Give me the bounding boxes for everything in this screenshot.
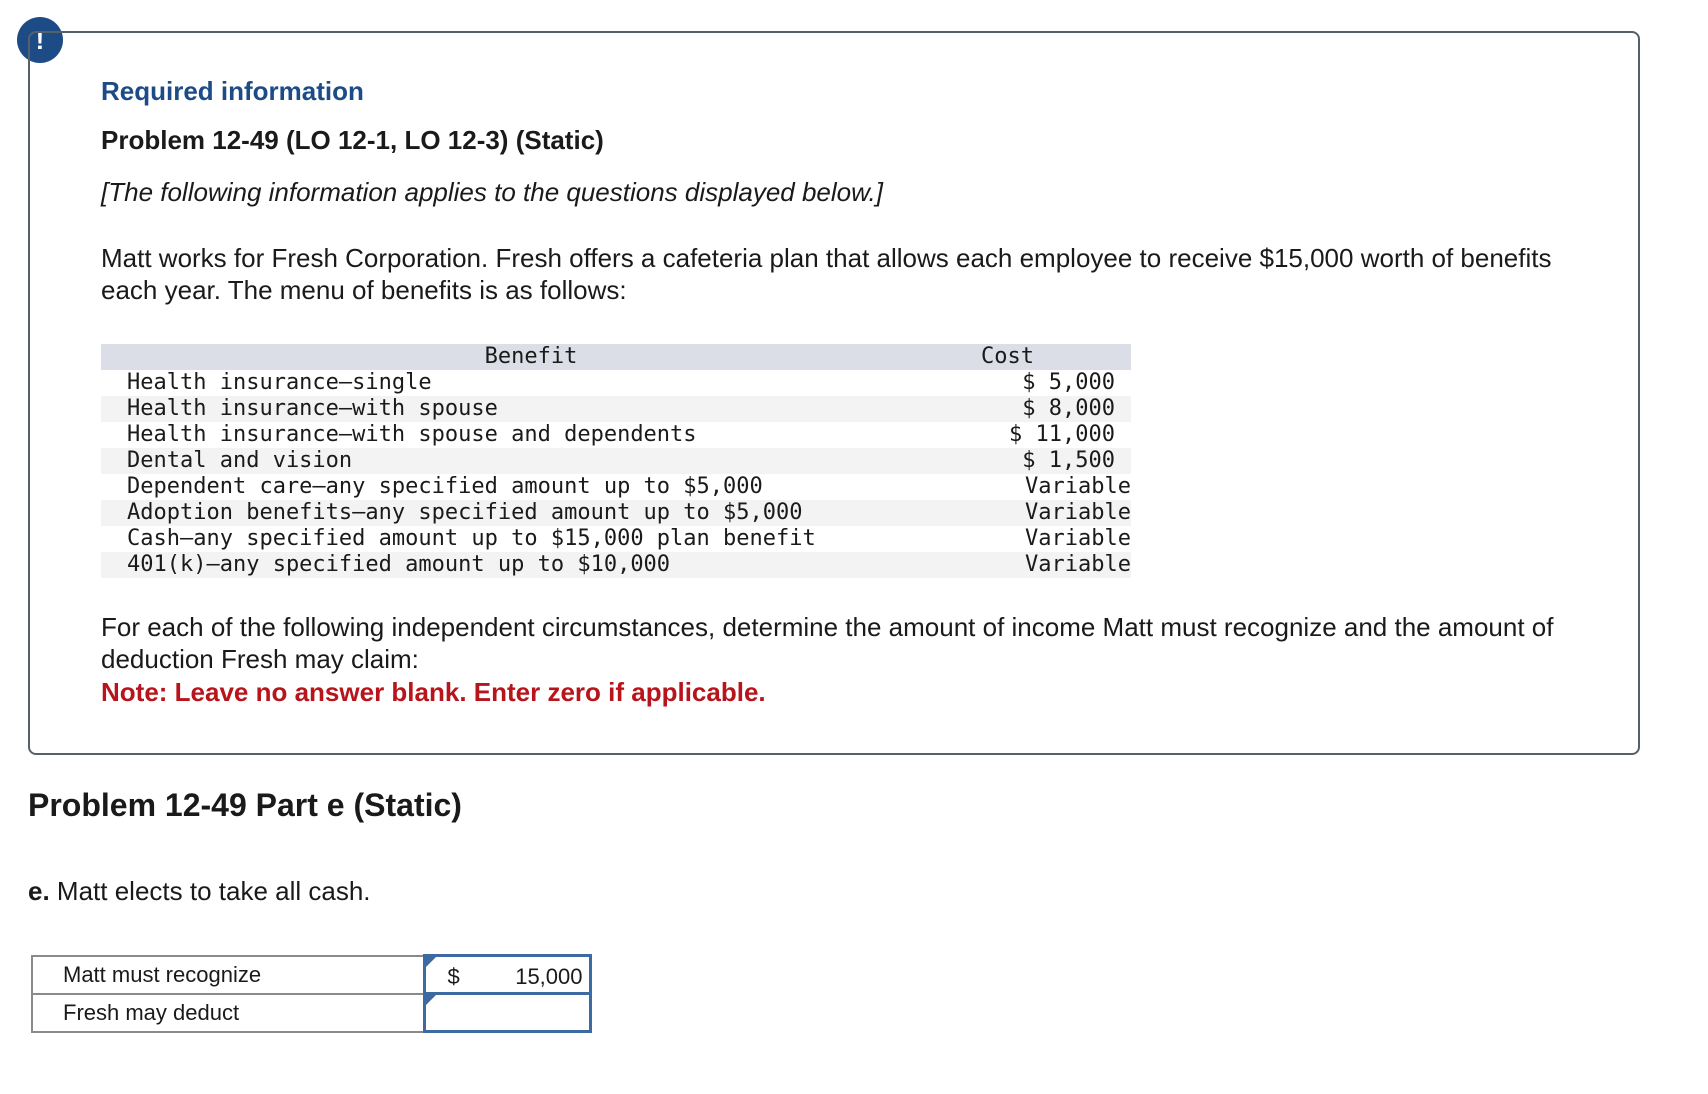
cost-cell: Variable xyxy=(1025,500,1131,525)
question-paragraph: For each of the following independent circumstances, determine the amount of income Matt must recognize and the amount of deduction Fresh may claim: xyxy=(101,612,1554,674)
benefits-table xyxy=(101,344,1131,578)
part-title: Problem 12-49 Part e (Static) xyxy=(28,787,462,823)
answer-label: Fresh may deduct xyxy=(32,994,424,1032)
benefit-cell: Cash—any specified amount up to $15,000 plan benefit xyxy=(127,526,816,551)
table-row xyxy=(101,396,1131,422)
cost-cell: Variable xyxy=(1025,474,1131,499)
cost-cell: $ 11,000 xyxy=(1009,422,1115,447)
input-flag-icon xyxy=(426,995,436,1005)
cost-cell: Variable xyxy=(1025,552,1131,577)
benefit-cell: Health insurance—single xyxy=(127,370,432,395)
benefit-cell: Health insurance—with spouse xyxy=(127,396,498,421)
benefit-cell: Dental and vision xyxy=(127,448,353,473)
fresh-deduct-input[interactable] xyxy=(424,994,590,1032)
cost-column-header: Cost xyxy=(981,344,1034,369)
table-row xyxy=(101,500,1131,526)
table-row xyxy=(101,474,1131,500)
answer-row-matt-recognize xyxy=(32,956,590,994)
part-question xyxy=(28,876,371,907)
table-row xyxy=(101,422,1131,448)
part-question-text: Matt elects to take all cash. xyxy=(56,876,371,906)
answer-table xyxy=(31,954,592,1033)
answer-note: Note: Leave no answer blank. Enter zero if applicable. xyxy=(101,677,766,707)
currency-symbol: $ xyxy=(447,964,460,989)
benefit-column-header: Benefit xyxy=(484,344,578,369)
applies-note: [The following information applies to the questions displayed below.] xyxy=(101,177,883,207)
cost-cell: $ 1,500 xyxy=(1022,448,1115,473)
exclamation-icon: ! xyxy=(17,17,63,63)
benefit-cell: Health insurance—with spouse and dependents xyxy=(127,422,697,447)
table-row xyxy=(101,448,1131,474)
benefits-table-header xyxy=(101,344,1131,370)
table-row xyxy=(101,552,1131,578)
answer-value: 15,000 xyxy=(515,964,583,989)
intro-paragraph: Matt works for Fresh Corporation. Fresh offers a cafeteria plan that allows each employee to receive $15,000 worth of benefits each year. The menu of benefits is as follows: xyxy=(101,243,1552,305)
cost-cell: $ 8,000 xyxy=(1022,396,1115,421)
input-flag-icon xyxy=(426,957,436,967)
cost-cell: $ 5,000 xyxy=(1022,370,1115,395)
required-information-heading: Required information xyxy=(101,76,364,106)
benefit-cell: Adoption benefits—any specified amount up to $5,000 xyxy=(127,500,803,525)
matt-recognize-input[interactable] xyxy=(424,956,590,994)
answer-row-fresh-deduct xyxy=(32,994,590,1032)
answer-label: Matt must recognize xyxy=(32,956,424,994)
cost-cell: Variable xyxy=(1025,526,1131,551)
part-question-letter: e. xyxy=(28,876,50,906)
benefit-cell: Dependent care—any specified amount up to $5,000 xyxy=(127,474,763,499)
table-row xyxy=(101,526,1131,552)
problem-title: Problem 12-49 (LO 12-1, LO 12-3) (Static) xyxy=(101,125,604,155)
benefit-cell: 401(k)—any specified amount up to $10,000 xyxy=(127,552,671,577)
table-row xyxy=(101,370,1131,396)
